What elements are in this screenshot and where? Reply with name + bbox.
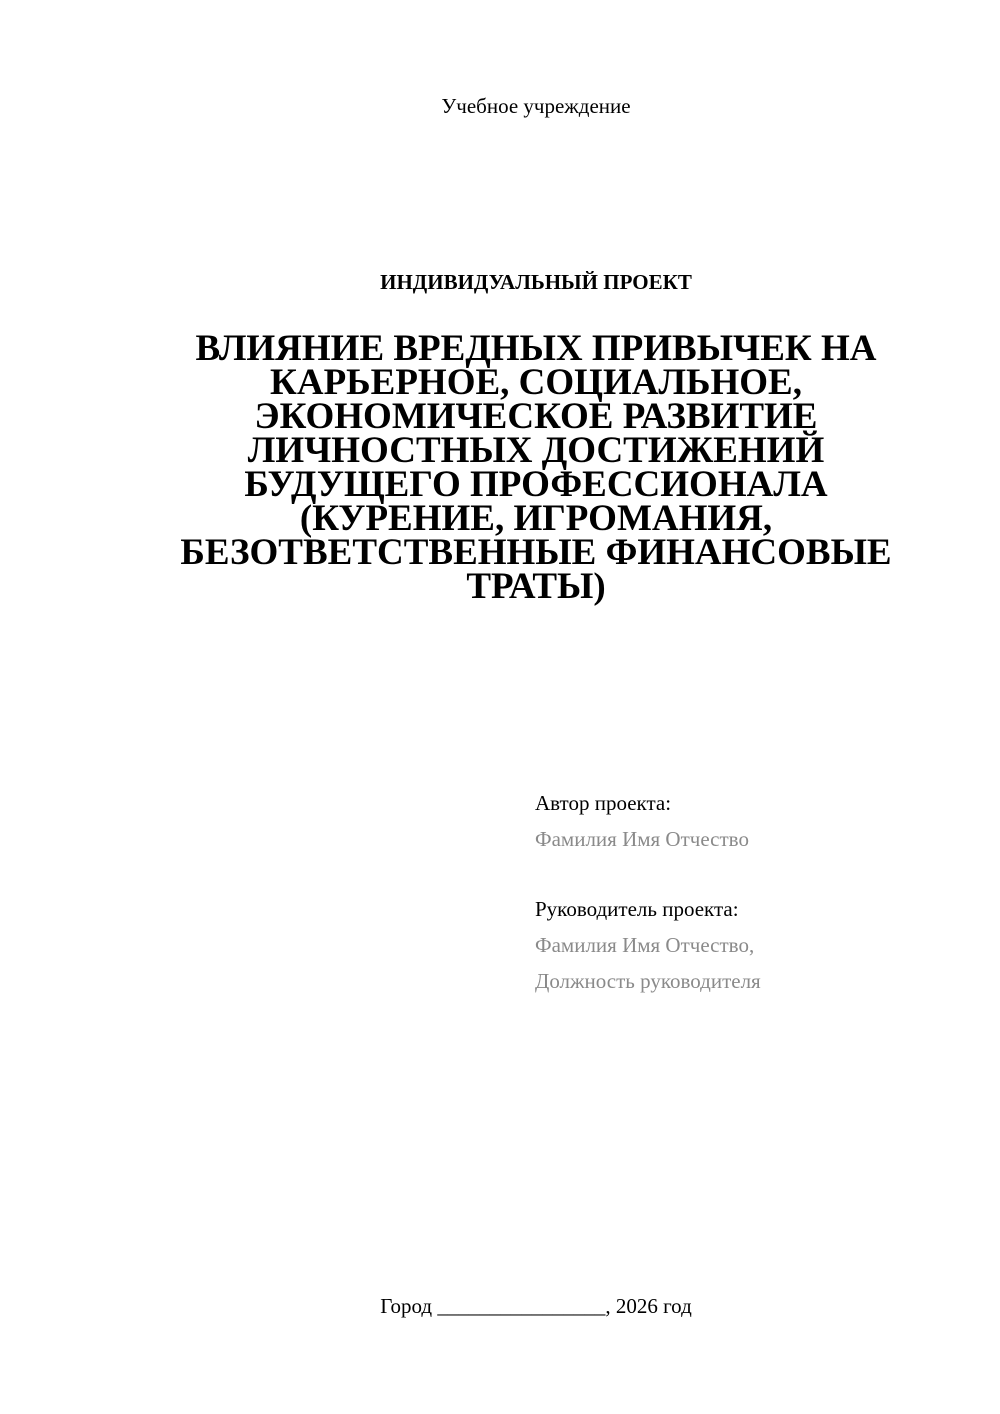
- project-title-line: ТРАТЫ): [466, 566, 606, 607]
- project-title: [150, 328, 922, 607]
- author-label: Автор проекта:: [535, 791, 672, 815]
- project-title-line: ЭКОНОМИЧЕСКОЕ РАЗВИТИЕ: [254, 396, 818, 437]
- supervisor-label: Руководитель проекта:: [535, 897, 739, 921]
- city-year-line: Город ________________, 2026 год: [380, 1294, 692, 1318]
- author-block: [535, 790, 955, 852]
- supervisor-name-placeholder: Фамилия Имя Отчество,: [535, 933, 755, 957]
- project-title-line: (КУРЕНИЕ, ИГРОМАНИЯ,: [299, 498, 773, 539]
- author-name-placeholder: Фамилия Имя Отчество: [535, 827, 749, 851]
- project-title-line: ВЛИЯНИЕ ВРЕДНЫХ ПРИВЫЧЕК НА: [195, 328, 877, 369]
- project-title-line: КАРЬЕРНОЕ, СОЦИАЛЬНОЕ,: [270, 362, 802, 403]
- project-title-line: ЛИЧНОСТНЫХ ДОСТИЖЕНИЙ: [247, 430, 825, 471]
- supervisor-position-placeholder: Должность руководителя: [535, 969, 761, 993]
- institution-name: Учебное учреждение: [441, 94, 631, 118]
- project-type-heading: ИНДИВИДУАЛЬНЫЙ ПРОЕКТ: [380, 270, 692, 294]
- project-title-line: БУДУЩЕГО ПРОФЕССИОНАЛА: [244, 464, 828, 505]
- project-title-line: БЕЗОТВЕТСТВЕННЫЕ ФИНАНСОВЫЕ: [180, 532, 892, 573]
- supervisor-block: [535, 896, 955, 994]
